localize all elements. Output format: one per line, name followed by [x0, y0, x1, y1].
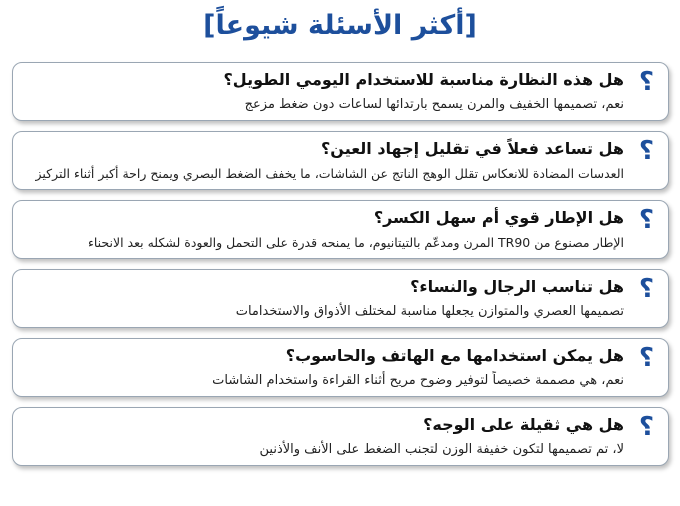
faq-heading [0, 4, 680, 48]
question-mark-icon: ? [638, 343, 654, 373]
faq-answer: نعم، هي مصممة خصيصاً لتوفير وضوح مريح أثناء القراءة واستخدام الشاشات [212, 373, 624, 388]
faq-item[interactable] [12, 131, 669, 190]
faq-list [12, 62, 669, 476]
faq-question: هل الإطار قوي أم سهل الكسر؟ [373, 208, 624, 227]
faq-item[interactable] [12, 200, 669, 259]
faq-answer: لا، تم تصميمها لتكون خفيفة الوزن لتجنب الضغط على الأنف والأذنين [259, 442, 624, 457]
faq-answer: العدسات المضادة للانعكاس تقلل الوهج الناتج عن الشاشات، ما يخفف الضغط البصري ويمنح راحة أكبر أثناء التركيز [35, 166, 624, 181]
faq-question: هل تناسب الرجال والنساء؟ [410, 277, 624, 296]
question-mark-icon: ? [638, 412, 654, 442]
faq-question: هل هي ثقيلة على الوجه؟ [423, 415, 624, 434]
question-mark-icon: ? [638, 67, 654, 97]
faq-question: هل هذه النظارة مناسبة للاستخدام اليومي الطويل؟ [223, 70, 624, 89]
faq-answer: تصميمها العصري والمتوازن يجعلها مناسبة لمختلف الأذواق والاستخدامات [235, 304, 624, 319]
faq-answer: الإطار مصنوع من TR90 المرن ومدعّم بالتيتانيوم، ما يمنحه قدرة على التحمل والعودة لشكله بعد الانحناء [87, 235, 624, 250]
faq-question: هل تساعد فعلاً في تقليل إجهاد العين؟ [321, 139, 624, 158]
question-mark-icon: ? [638, 274, 654, 304]
faq-question: هل يمكن استخدامها مع الهاتف والحاسوب؟ [285, 346, 624, 365]
page-title: [أكثر الأسئلة شيوعاً] [203, 10, 477, 41]
question-mark-icon: ? [638, 136, 654, 166]
faq-item[interactable] [12, 62, 669, 121]
faq-item[interactable] [12, 338, 669, 397]
question-mark-icon: ? [638, 205, 654, 235]
faq-answer: نعم، تصميمها الخفيف والمرن يسمح بارتدائها لساعات دون ضغط مزعج [244, 97, 624, 112]
faq-item[interactable] [12, 269, 669, 328]
faq-item[interactable] [12, 407, 669, 466]
